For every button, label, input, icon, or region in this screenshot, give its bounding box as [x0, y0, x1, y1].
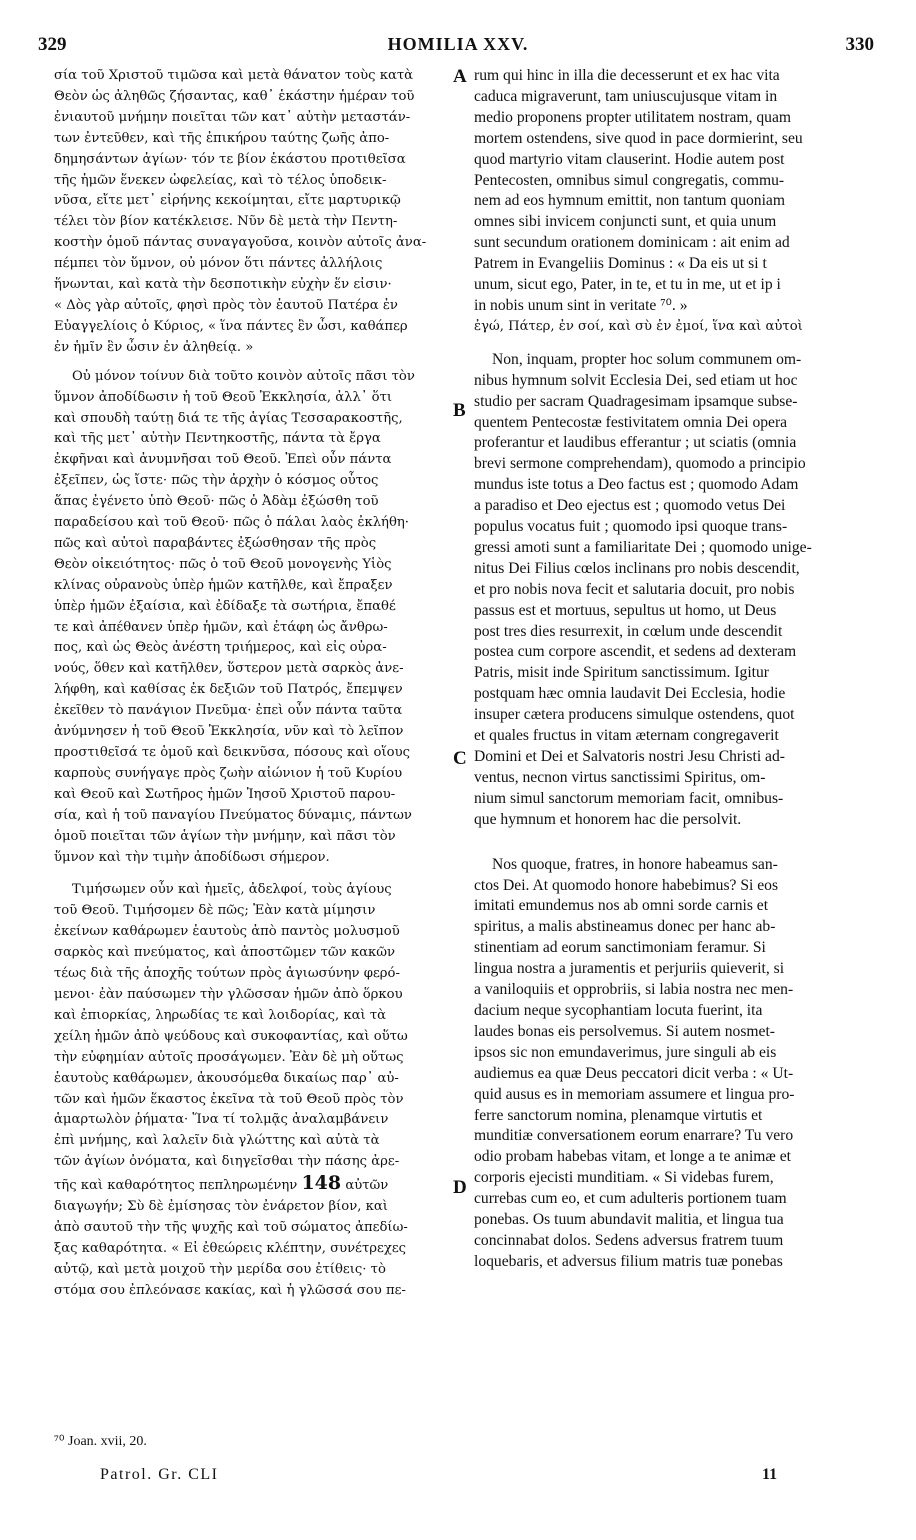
latin-paragraph-2: [474, 350, 878, 831]
text-line: τέλει τὸν βίον κατέκλεισε. Νῦν δὲ μετὰ τὴν Πεντη-: [54, 214, 398, 230]
text-line: audiemus ea quæ Deus peccatori dicit verba : « Ut-: [474, 1064, 794, 1082]
text-line: Patris, misit inde Spiritum sanctissimum. Igitur: [474, 664, 769, 682]
text-line: spiritus, a malis abstineamus donec per hanc ab-: [474, 918, 776, 936]
greek-column: [54, 66, 458, 1540]
footnote: ⁷⁰ Joan. xvii, 20.: [54, 1434, 147, 1449]
text-line: ἥνωνται, καὶ κατὰ τὴν δεσποτικὴν εὐχὴν ἕν εἰσιν·: [54, 277, 392, 293]
latin-paragraph-3: [474, 855, 878, 1273]
text-line: studio per sacram Quadragesimam ipsamque subse-: [474, 392, 798, 410]
text-line: et pro nobis nova fecit et salutaria docuit, pro nobis: [474, 580, 795, 598]
text-line: ipsos sic non emundaverimus, jure singuli ab eis: [474, 1043, 777, 1061]
text-line: nem ad eos hymnum emittit, non tantum quoniam: [474, 192, 785, 210]
text-line: quod martyrio vitam clauserint. Hodie autem post: [474, 150, 785, 168]
text-line: νούς, ὅθεν καὶ κατῆλθεν, ὕστερον μετὰ σαρκὸς ἀνε-: [54, 661, 404, 677]
line-text: αὐτῶν: [345, 1178, 389, 1194]
text-line: Εὐαγγελίοις ὁ Κύριος, « ἵνα πάντες ἓν ὦσι, καθάπερ: [54, 318, 408, 334]
right-page-number: 330: [845, 34, 874, 55]
text-line: τῶν καὶ ἡμῶν ἕκαστος ἐκεῖνα τὰ τοῦ Θεοῦ πρὸς τὸν: [54, 1091, 404, 1107]
text-line: imitati emundemus nos ab omni sorde carnis et: [474, 897, 769, 915]
text-line: πῶς καὶ αὐτοὶ παραβάντες ἐξώσθησαν τῆς πρὸς: [54, 535, 377, 551]
text-line: que hymnum et honorem hac die persolvit.: [474, 810, 742, 828]
text-line: τὴν εὐφημίαν αὐτοῖς προσάγωμεν. Ἐὰν δὲ μὴ οὕτως: [54, 1049, 404, 1065]
text-line: « Δὸς γὰρ αὐτοῖς, φησὶ πρὸς τὸν ἑαυτοῦ Πατέρα ἐν: [54, 297, 398, 313]
text-line: insuper cætera producens simulque ostendens, quot: [474, 706, 795, 724]
series-signature: Patrol. Gr. CLI: [100, 1466, 219, 1483]
text-line: ἅπας ἐγένετο ὑπὸ Θεοῦ· πῶς ὁ Ἀδὰμ ἐξώσθη τοῦ: [54, 494, 379, 510]
text-line: passus est et mortuus, sepultus ut homo, ut Deus: [474, 601, 777, 619]
text-line: πος, καὶ ὡς Θεὸς ἀνέστη τριήμερος, καὶ εἰς οὐρα-: [54, 640, 387, 656]
text-line: a paradiso et Deo ejectus est ; quomodo vetus Dei: [474, 497, 786, 515]
text-line: Οὐ μόνον τοίνυν διὰ τοῦτο κοινὸν αὐτοῖς πᾶσι τὸν: [72, 368, 415, 384]
text-line: ponebas. Os tuum abundavit malitia, et lingua tua: [474, 1211, 784, 1229]
gathering-signature: 11: [762, 1466, 778, 1483]
text-line: στόμα σου ἐπλεόνασε κακίας, καὶ ἡ γλῶσσά σου πε-: [54, 1282, 406, 1298]
text-line: ἐξεῖπεν, ὡς ἴστε· πῶς τὴν ἀρχὴν ὁ κόσμος οὗτος: [54, 473, 379, 489]
text-line: postea cum corpore ascendit, et sedens ad dexteram: [474, 643, 797, 661]
text-line: ferre sanctorum nomina, plenamque virtutis et: [474, 1106, 763, 1124]
text-line: omnes sibi invicem conjuncti sunt, et quia unum: [474, 213, 777, 231]
text-line: σία τοῦ Χριστοῦ τιμῶσα καὶ μετὰ θάνατον τοὺς κατὰ: [54, 68, 414, 83]
greek-paragraph-2: [54, 367, 458, 869]
text-line: populus vocatus fuit ; quomodo ipsi quoque trans-: [474, 518, 788, 536]
text-line: ἁμαρτωλὸν ῥήματα· Ἵνα τί τολμᾷς ἀναλαμβάνειν: [54, 1112, 389, 1128]
text-line: concinnabat dolos. Sedens adversus fratrem tuum: [474, 1231, 784, 1249]
text-line: mundus iste totus a Deo factus est ; quomodo Adam: [474, 476, 799, 494]
text-line: κλίνας οὐρανοὺς ὑπὲρ ἡμῶν κατῆλθε, καὶ ἔπραξεν: [54, 577, 393, 593]
text-line: ἐκείνων καθάρωμεν ἑαυτοὺς ἀπὸ παντὸς μολυσμοῦ: [54, 924, 400, 940]
text-line: καὶ ἐπιορκίας, ληρωδίας τε καὶ λοιδορίας, καὶ τὰ: [54, 1007, 387, 1023]
text-line: quentem Pentecostæ festivitatem omnia Dei opera: [474, 413, 788, 431]
text-line: τῶν ἁγίων ὀνόματα, καὶ διηγεῖσθαι τὴν πάσης ἀρε-: [54, 1154, 400, 1170]
text-line: κοστὴν ὁμοῦ πάντας συναγαγοῦσα, κοινὸν αὐτοῖς ἀνα-: [54, 235, 427, 251]
text-line: καὶ τῆς μετ᾽ αὐτὴν Πεντηκοστῆς, πάντα τὰ ἔργα: [54, 431, 381, 447]
margin-marker-b: B: [453, 400, 466, 421]
text-line: σαρκὸς καὶ πνεύματος, καὶ ἀποστῶμεν τῶν κακῶν: [54, 945, 396, 961]
text-line: χείλη ἡμῶν ἀπὸ ψεύδους καὶ συκοφαντίας, καὶ οὕτω: [54, 1028, 408, 1044]
text-line: παραδείσου καὶ τοῦ Θεοῦ· πῶς ὁ πάλαι λαὸς ἐκλήθη·: [54, 515, 409, 531]
text-line: Non, inquam, propter hoc solum communem om-: [492, 350, 802, 368]
text-line: Θεὸν ὡς ἀληθῶς ζήσαντας, καθ᾽ ἑκάστην ἡμέραν τοῦ: [54, 88, 415, 104]
text-line: διαγωγήν; Σὺ δὲ ἐμίσησας τὸν ἐνάρετον βίον, καὶ: [54, 1199, 388, 1215]
margin-marker-d: D: [453, 1177, 467, 1198]
text-line: [54, 1173, 458, 1197]
text-line: stinentiam ad eorum sanctimoniam feramur. Si: [474, 939, 766, 957]
text-line: ξας καθαρότητα. « Εἰ ἐθεώρεις κλέπτην, συνέτρεχες: [54, 1240, 407, 1256]
text-line: ἐν ἡμῖν ἓν ὦσιν ἐν ἀληθείᾳ. »: [54, 339, 254, 355]
text-line: caduca migraverunt, tam uniuscujusque vitam in: [474, 87, 778, 105]
margin-marker-c: C: [453, 748, 467, 769]
text-line: Θεὸν οἰκειότητος· πῶς ὁ τοῦ Θεοῦ μονογενὴς Υἱὸς: [54, 556, 392, 572]
text-line: post tres dies resurrexit, in cœlum unde descendit: [474, 622, 783, 640]
text-line: odio probam habebas vitam, et longe a te animæ et: [474, 1148, 791, 1166]
text-line: quid ausus es in memoriam assumere et lingua pro-: [474, 1085, 795, 1103]
text-line: ἀπὸ σαυτοῦ τὴν τῆς ψυχῆς καὶ τοῦ σώματος ἀπεδίω-: [54, 1219, 408, 1235]
text-line: brevi sermone comprehendam), quomodo a principio: [474, 455, 806, 473]
text-line: δημησάντων ἁγίων· τόν τε βίον ἑκάστου προτιθεῖσα: [54, 151, 406, 167]
text-line: laudes bonas eis persolvemus. Si autem nosmet-: [474, 1022, 775, 1040]
text-line: τέως διὰ τῆς ἀποχῆς τούτων πρὸς ἁγιωσύνην φερό-: [54, 966, 400, 982]
text-line: ὑπὲρ ἡμῶν ἐξαίσια, καὶ ἐδίδαξε τὰ σωτήρια, ἔπαθέ: [54, 598, 396, 614]
line-text: τῆς καὶ καθαρότητος πεπληρωμένην: [54, 1178, 298, 1194]
text-line: νῦσα, εἴτε μετ᾽ εἰρήνης κεκοίμηται, εἴτε μαρτυρικῷ: [54, 193, 401, 209]
latin-paragraph-1: [474, 66, 878, 338]
text-line: Nos quoque, fratres, in honore habeamus san-: [492, 855, 778, 873]
text-line: lingua nostra a juramentis et perjuriis quieverit, si: [474, 960, 785, 978]
text-line: πέμπει τὸν ὕμνον, οὐ μόνον ὅτι πάντες ἀλλήλοις: [54, 256, 383, 272]
text-line: dacium neque sycophantiam locuta fuerint, ita: [474, 1001, 763, 1019]
column-number: 148: [301, 1173, 342, 1195]
text-line: τῆς ἡμῶν ἕνεκεν ὠφελείας, καὶ τὸ τέλος ὑποδεικ-: [54, 172, 387, 188]
text-line: corporis ejecisti munditiam. « Si videbas furem,: [474, 1169, 774, 1187]
text-line: a vaniloquiis et opprobriis, si labia nostra nec men-: [474, 981, 794, 999]
text-line: munditiæ conversationem eorum enarrare? Tu vero: [474, 1127, 794, 1145]
text-line: nium simul sanctorum memoriam facit, omnibus-: [474, 789, 784, 807]
text-line: currebas cum eo, et cum adulteris portionem tuam: [474, 1190, 787, 1208]
text-line: et quales fructus in vitam æternam congregaverit: [474, 727, 779, 745]
text-line: proferantur et laudibus efferantur ; ut sciatis (omnia: [474, 434, 797, 452]
page-header: [30, 34, 886, 68]
text-line: καὶ Θεοῦ καὶ Σωτῆρος ἡμῶν Ἰησοῦ Χριστοῦ παρου-: [54, 786, 396, 802]
text-line: nitus Dei Filius cœlos inclinans pro nobis descendit,: [474, 559, 800, 577]
text-line: sunt secundum orationem dominicam : ait enim ad: [474, 234, 790, 252]
running-title: HOMILIA XXV.: [387, 34, 529, 54]
left-page-number: 329: [38, 34, 67, 55]
text-line: medio proponens propter utilitatem nostram, quam: [474, 108, 792, 126]
text-line: rum qui hinc in illa die decesserunt et ex hac vita: [474, 67, 780, 84]
text-line: ἑαυτοὺς καθάρωμεν, ἀκουσόμεθα δικαίως παρ᾽ αὐ-: [54, 1070, 399, 1086]
text-line: των ἐντεῦθεν, καὶ τῆς ἐπικήρου ταύτης ζωῆς ἀπο-: [54, 130, 390, 146]
text-line: τοῦ Θεοῦ. Τιμήσομεν δὲ πῶς; Ἐὰν κατὰ μίμησιν: [54, 903, 376, 919]
text-line: ἐνιαυτοῦ μνήμην ποιεῖται τῶν κατ᾽ αὐτὴν μεταστάν-: [54, 109, 411, 125]
text-line: ἐπὶ μνήμης, καὶ λαλεῖν διὰ γλώττης καὶ αὐτὰ τὰ: [54, 1133, 380, 1149]
text-line: λήφθη, καὶ καθίσας ἐκ δεξιῶν τοῦ Πατρός, ἔπεμψεν: [54, 682, 403, 698]
text-line: καὶ σπουδὴ ταύτῃ διά τε τῆς ἁγίας Τεσσαρακοστῆς,: [54, 410, 403, 426]
text-line: αὐτῷ, καὶ μετὰ μοιχοῦ τὴν μερίδα σου ἐτίθεις· τὸ: [54, 1261, 386, 1277]
latin-column: [474, 66, 878, 1540]
text-line: ἐκεῖθεν τὸ πανάγιον Πνεῦμα· ἐπεὶ οὖν πάντα ταῦτα: [54, 703, 403, 719]
text-line: loquebaris, et adversus filium matris tuæ ponebas: [474, 1252, 783, 1270]
text-line: unum, sicut ego, Pater, in te, et tu in me, ut et ip i: [474, 276, 781, 294]
text-line: postquam hæc omnia laudavit Dei Ecclesia, hodie: [474, 685, 786, 703]
text-line: Τιμήσωμεν οὖν καὶ ἡμεῖς, ἀδελφοί, τοὺς ἁγίους: [72, 882, 392, 898]
text-line: Domini et Dei et Salvatoris nostri Jesu Christi ad-: [474, 748, 785, 765]
greek-paragraph-1: [54, 66, 458, 359]
text-line: ἀνύμνησεν ἡ τοῦ Θεοῦ Ἐκκλησία, νῦν καὶ τὸ λεῖπον: [54, 724, 404, 740]
text-line: Pentecosten, omnibus simul congregatis, commu-: [474, 171, 785, 189]
text-line: ventus, necnon virtus sanctissimi Spiritus, om-: [474, 768, 766, 786]
greek-overflow-line: ἐγώ, Πάτερ, ἐν σοί, καὶ σὺ ἐν ἐμοί, ἵνα καὶ αὐτοὶ: [474, 318, 803, 334]
text-line: ἐκφῆναι καὶ ἀνυμνῆσαι τοῦ Θεοῦ. Ἐπεὶ οὖν πάντα: [54, 452, 392, 468]
text-line: τε καὶ ἀπέθανεν ὑπὲρ ἡμῶν, καὶ ἐτάφη ὡς ἄνθρω-: [54, 619, 388, 635]
text-line: σία, καὶ ἡ τοῦ παναγίου Πνεύματος δύναμις, πάντων: [54, 807, 412, 823]
text-line: nibus hymnum solvit Ecclesia Dei, sed etiam ut hoc: [474, 371, 798, 389]
text-line: προστιθεῖσά τε ὁμοῦ καὶ δεικνῦσα, πόσους καὶ οἵους: [54, 745, 410, 760]
text-line: ctos Dei. At quomodo honore habebimus? Si eos: [474, 876, 779, 894]
greek-paragraph-3: [54, 880, 458, 1301]
text-line: ὕμνον καὶ τὴν τιμὴν ἀποδίδωσι σήμερον.: [54, 849, 330, 865]
text-line: μενοι· ἐὰν παύσωμεν τὴν γλῶσσαν ἡμῶν ἀπὸ ὅρκου: [54, 986, 403, 1002]
text-line: gressi amoti sunt a familiaritate Dei ; quomodo unige-: [474, 538, 812, 556]
text-line: ὕμνον ἀποδίδωσιν ἡ τοῦ Θεοῦ Ἐκκλησία, ἀλλ᾽ ὅτι: [54, 389, 393, 405]
text-line: ὁμοῦ ποιεῖται τῶν ἁγίων τὴν μνήμην, καὶ πᾶσι τὸν: [54, 828, 396, 844]
text-line: Patrem in Evangeliis Dominus : « Da eis ut si t: [474, 255, 767, 273]
text-line: in nobis unum sint in veritate ⁷⁰. »: [474, 296, 688, 314]
text-line: καρποὺς συνήγαγε πρὸς ζωὴν αἰώνιον ἡ τοῦ Κυρίου: [54, 765, 403, 781]
text-line: mortem ostendens, sive quod in pace dormierint, seu: [474, 129, 803, 147]
margin-marker-a: A: [453, 66, 467, 87]
